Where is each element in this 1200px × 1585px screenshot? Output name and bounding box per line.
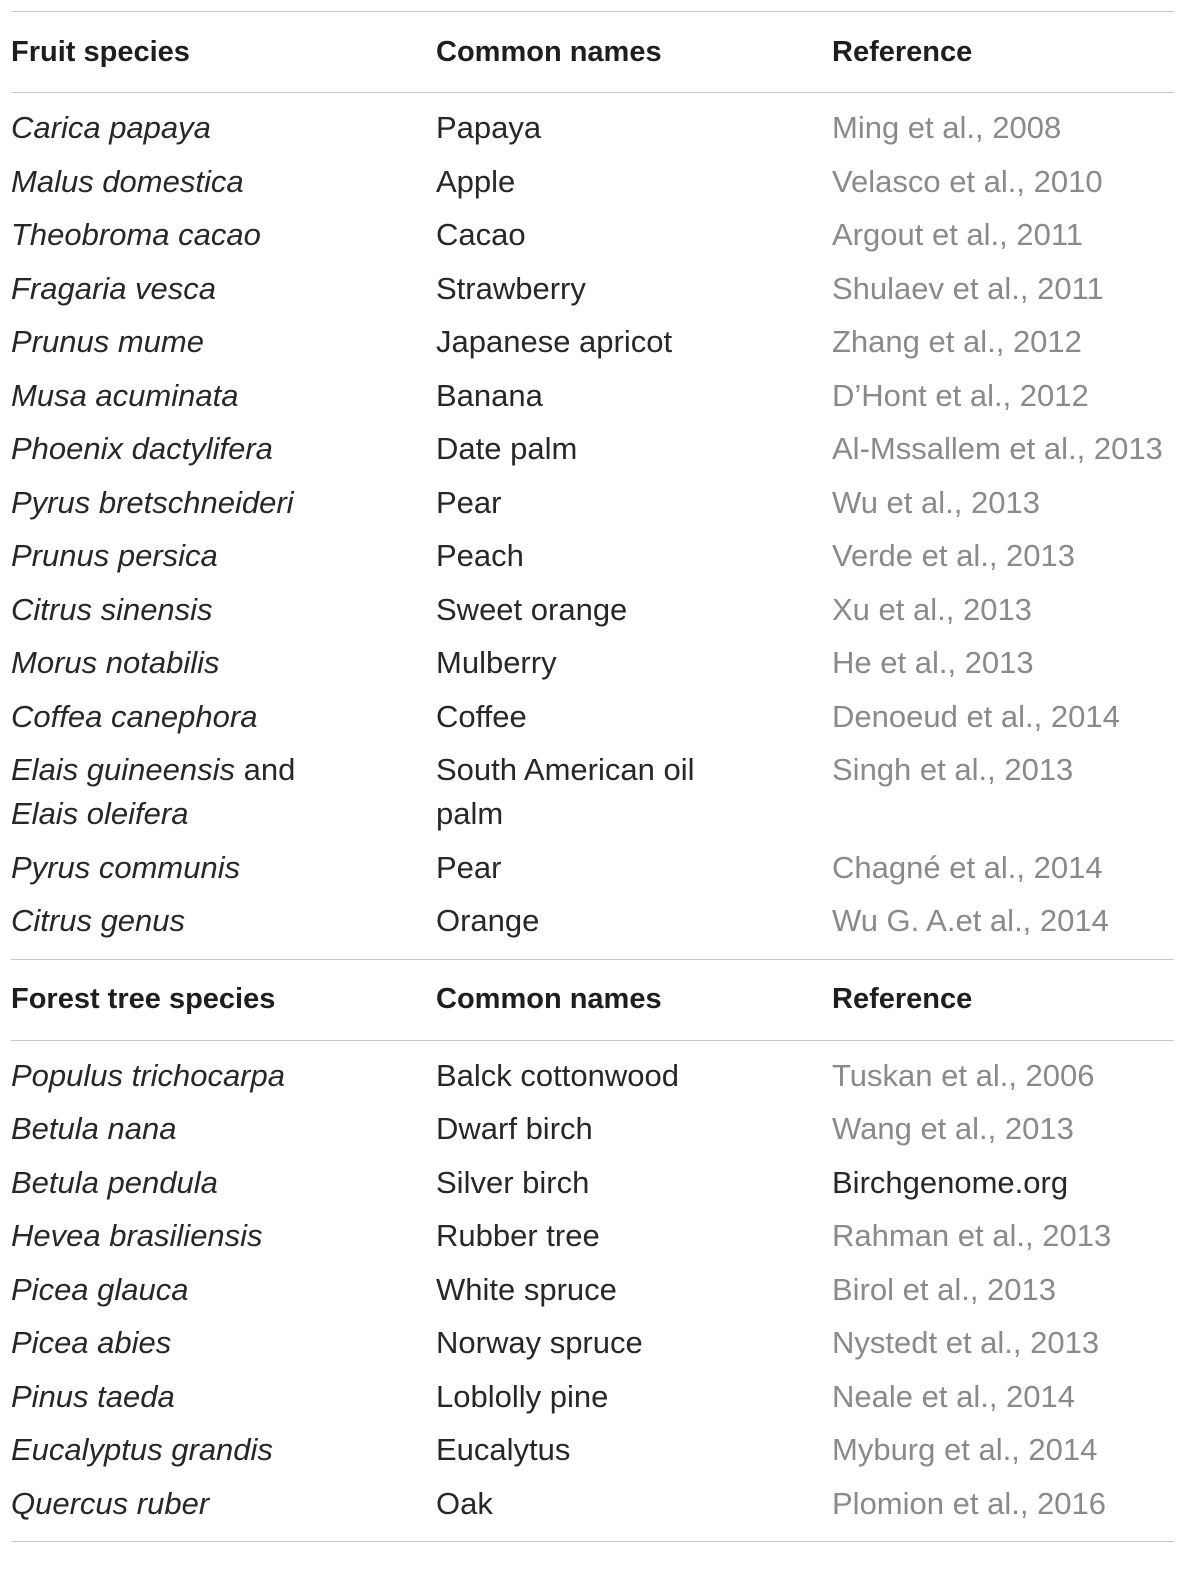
common-name-cell: Norway spruce — [436, 1325, 643, 1360]
forest-body — [11, 1041, 1174, 1542]
fruit-header-row — [11, 12, 1174, 92]
species-cell: Hevea brasiliensis — [11, 1218, 263, 1253]
species-a: Elais guineensis — [11, 752, 236, 787]
reference-cell: Ming et al., 2008 — [832, 110, 1062, 145]
table-row — [11, 320, 1174, 364]
common-name-cell: Sweet orange — [436, 591, 628, 627]
reference-cell: Birchgenome.org — [832, 1164, 1069, 1200]
species-cell: Pyrus bretschneideri — [11, 484, 294, 520]
table-row — [11, 695, 1174, 739]
species-cell: Quercus ruber — [11, 1485, 210, 1521]
species-cell: Betula nana — [11, 1111, 177, 1146]
reference-cell: Birol et al., 2013 — [832, 1271, 1057, 1307]
table-row — [11, 213, 1174, 257]
species-cell: Prunus persica — [11, 538, 218, 573]
forest-species-header: Forest tree species — [11, 983, 276, 1015]
common-name-cell: Pear — [436, 484, 502, 520]
reference-cell: Al-Mssallem et al., 2013 — [832, 431, 1163, 466]
table-row — [11, 846, 1174, 890]
species-cell: Citrus sinensis — [11, 591, 213, 627]
species-cell: Pyrus communis — [11, 849, 241, 885]
forest-header-row — [11, 960, 1174, 1040]
table-row — [11, 106, 1174, 150]
table-row — [11, 374, 1174, 418]
common-name-cell: Orange — [436, 903, 540, 938]
reference-cell: Tuskan et al., 2006 — [832, 1057, 1095, 1093]
reference-cell: He et al., 2013 — [832, 645, 1034, 680]
common-name-cell: Banana — [436, 377, 543, 413]
table-row — [11, 1375, 1174, 1419]
table-row — [11, 1214, 1174, 1258]
common-name-cell: Silver birch — [436, 1164, 590, 1200]
species-cell: Picea glauca — [11, 1271, 189, 1307]
common-name-cell: Cacao — [436, 217, 526, 252]
reference-cell: Argout et al., 2011 — [832, 217, 1084, 252]
reference-cell: Neale et al., 2014 — [832, 1378, 1076, 1414]
species-cell: Phoenix dactylifera — [11, 431, 273, 466]
table-row — [11, 1054, 1174, 1098]
common-name-cell — [436, 748, 832, 836]
common-name-cell: Apple — [436, 163, 516, 199]
species-cell: Musa acuminata — [11, 377, 239, 413]
species-cell: Theobroma cacao — [11, 217, 261, 252]
table-row — [11, 588, 1174, 632]
reference-cell: Verde et al., 2013 — [832, 538, 1076, 573]
table-row — [11, 427, 1174, 471]
common-name-cell: Pear — [436, 849, 502, 885]
common-name-cell: Coffee — [436, 698, 527, 734]
forest-reference-header: Reference — [832, 983, 973, 1015]
table-row — [11, 899, 1174, 943]
species-b: Elais oleifera — [11, 796, 189, 831]
species-cell: Picea abies — [11, 1325, 172, 1360]
table-row — [11, 1482, 1174, 1526]
table-row — [11, 267, 1174, 311]
table-row — [11, 534, 1174, 578]
reference-cell: Wu et al., 2013 — [832, 484, 1040, 520]
table-row — [11, 641, 1174, 685]
species-cell: Pinus taeda — [11, 1378, 175, 1414]
common-name-cell: Peach — [436, 538, 524, 573]
common-name-cell: White spruce — [436, 1271, 617, 1307]
common-name-cell: Balck cottonwood — [436, 1057, 679, 1093]
common-name-cell: Mulberry — [436, 645, 557, 680]
table-row — [11, 1107, 1174, 1151]
common-name-cell: Oak — [436, 1485, 493, 1521]
common-line-2: palm — [436, 796, 504, 831]
species-cell — [11, 748, 436, 836]
species-cell: Betula pendula — [11, 1164, 218, 1200]
bottom-rule — [11, 1541, 1174, 1542]
common-name-cell: Loblolly pine — [436, 1378, 609, 1414]
species-cell: Prunus mume — [11, 324, 204, 359]
reference-cell: Myburg et al., 2014 — [832, 1432, 1098, 1467]
common-name-cell: Japanese apricot — [436, 324, 673, 359]
fruit-species-header: Fruit species — [11, 35, 190, 68]
species-cell: Coffea canephora — [11, 698, 258, 734]
species-cell: Citrus genus — [11, 903, 186, 938]
reference-cell: Shulaev et al., 2011 — [832, 270, 1104, 306]
reference-cell: D’Hont et al., 2012 — [832, 377, 1089, 413]
table-row — [11, 1321, 1174, 1365]
reference-cell: Denoeud et al., 2014 — [832, 698, 1120, 734]
reference-cell: Nystedt et al., 2013 — [832, 1325, 1100, 1360]
reference-cell: Wang et al., 2013 — [832, 1111, 1074, 1146]
forest-common-names-header: Common names — [436, 983, 662, 1015]
reference-cell: Singh et al., 2013 — [832, 752, 1074, 787]
table-row-oil-palm — [11, 748, 1174, 836]
genome-table — [11, 11, 1174, 1542]
species-cell: Malus domestica — [11, 163, 244, 199]
common-name-cell: Date palm — [436, 431, 578, 466]
species-cell: Morus notabilis — [11, 645, 220, 680]
species-cell: Eucalyptus grandis — [11, 1432, 273, 1467]
species-line-1 — [11, 748, 436, 792]
reference-cell: Plomion et al., 2016 — [832, 1485, 1107, 1521]
table-row — [11, 1268, 1174, 1312]
reference-cell: Zhang et al., 2012 — [832, 324, 1082, 359]
table-row — [11, 1428, 1174, 1472]
fruit-common-names-header: Common names — [436, 35, 662, 68]
reference-cell: Wu G. A.et al., 2014 — [832, 903, 1109, 938]
common-name-cell: Dwarf birch — [436, 1111, 593, 1146]
common-name-cell: Papaya — [436, 110, 542, 145]
reference-cell: Rahman et al., 2013 — [832, 1218, 1112, 1253]
common-name-cell: Strawberry — [436, 270, 586, 306]
reference-cell: Velasco et al., 2010 — [832, 163, 1103, 199]
table-row — [11, 1161, 1174, 1205]
table-row — [11, 160, 1174, 204]
common-line-1: South American oil — [436, 752, 695, 787]
common-name-cell: Rubber tree — [436, 1218, 600, 1253]
common-name-cell: Eucalytus — [436, 1432, 571, 1467]
species-conjunction: and — [235, 752, 296, 787]
reference-cell: Xu et al., 2013 — [832, 591, 1032, 627]
species-cell: Fragaria vesca — [11, 270, 217, 306]
species-cell: Carica papaya — [11, 110, 211, 145]
species-cell: Populus trichocarpa — [11, 1057, 285, 1093]
table-row — [11, 481, 1174, 525]
fruit-reference-header: Reference — [832, 35, 973, 68]
fruit-body — [11, 93, 1174, 959]
reference-cell: Chagné et al., 2014 — [832, 849, 1103, 885]
